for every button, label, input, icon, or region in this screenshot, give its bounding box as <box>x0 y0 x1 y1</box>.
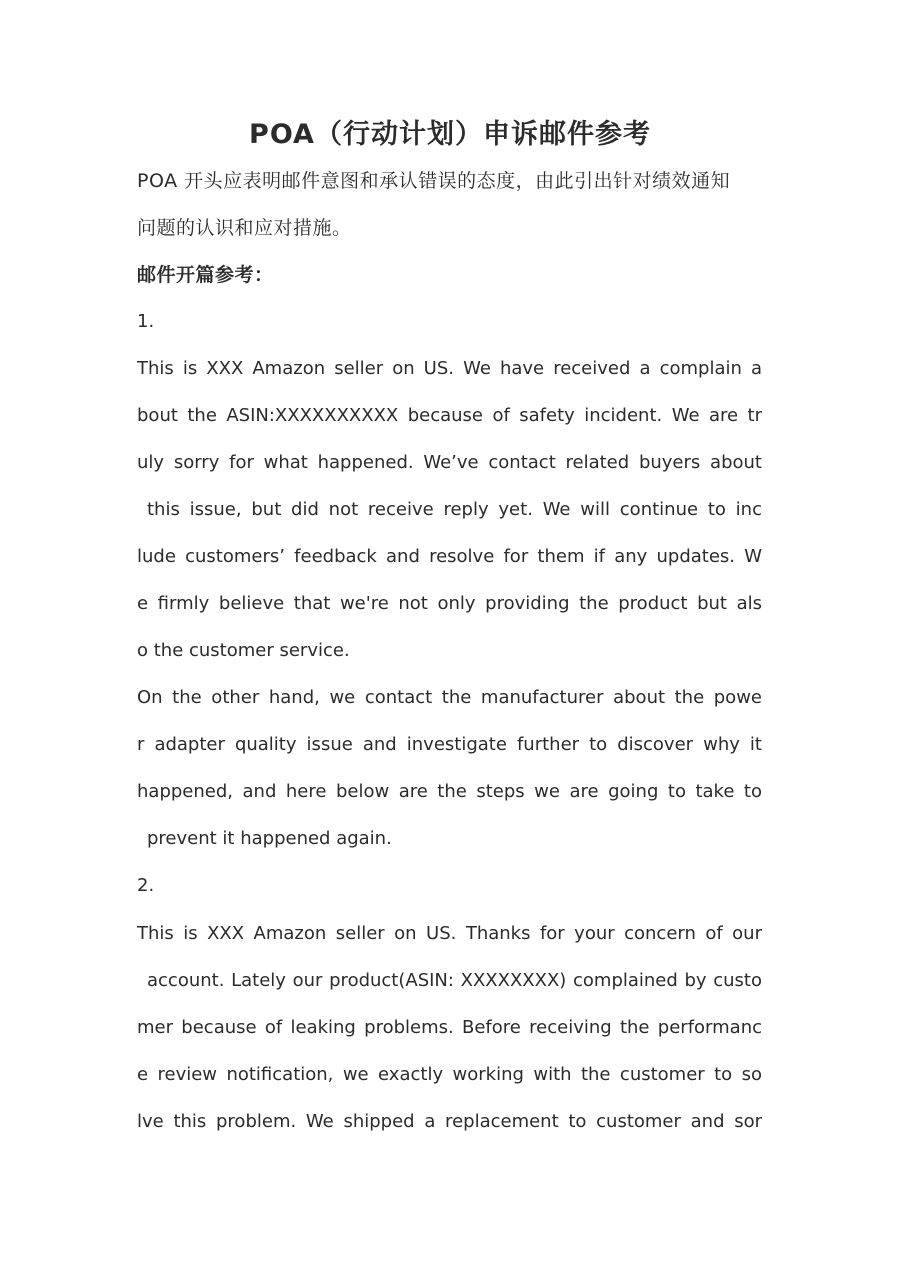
intro-line-1: POA 开头应表明邮件意图和承认错误的态度，由此引出针对绩效通知 <box>137 170 731 192</box>
item-1-line-6: e firmly believe that we're not only providing the product but als <box>137 593 762 614</box>
item-2-label: 2. <box>137 875 155 896</box>
item-1-line-11: prevent it happened again. <box>147 828 392 849</box>
item-1-line-1: This is XXX Amazon seller on US. We have received a complain a <box>137 358 762 379</box>
item-2-line-1: This is XXX Amazon seller on US. Thanks for your concern of our <box>137 923 762 944</box>
item-2-line-5: lve this problem. We shipped a replacement to customer and sor <box>137 1111 762 1132</box>
document-title: POA（行动计划）申诉邮件参考 <box>249 119 651 150</box>
item-2-line-3: mer because of leaking problems. Before receiving the performanc <box>137 1017 762 1038</box>
item-1-label: 1. <box>137 311 155 332</box>
item-1-line-9: r adapter quality issue and investigate further to discover why it <box>137 734 762 755</box>
item-1-line-8: On the other hand, we contact the manufacturer about the powe <box>137 687 762 708</box>
item-2-line-4: e review notification, we exactly working with the customer to so <box>137 1064 762 1085</box>
item-2-line-2: account. Lately our product(ASIN: XXXXXXXX) complained by custo <box>147 970 762 991</box>
intro-line-2: 问题的认识和应对措施。 <box>137 217 352 239</box>
item-1-line-5: lude customers’ feedback and resolve for them if any updates. W <box>137 546 762 567</box>
section-heading: 邮件开篇参考： <box>137 264 274 286</box>
item-1-line-3: uly sorry for what happened. We’ve contact related buyers about <box>137 452 762 473</box>
item-1-line-2: bout the ASIN:XXXXXXXXXX because of safety incident. We are tr <box>137 405 762 426</box>
item-1-line-4: this issue, but did not receive reply yet. We will continue to inc <box>147 499 762 520</box>
item-1-line-7: o the customer service. <box>137 640 350 661</box>
item-1-line-10: happened, and here below are the steps we are going to take to <box>137 781 762 802</box>
